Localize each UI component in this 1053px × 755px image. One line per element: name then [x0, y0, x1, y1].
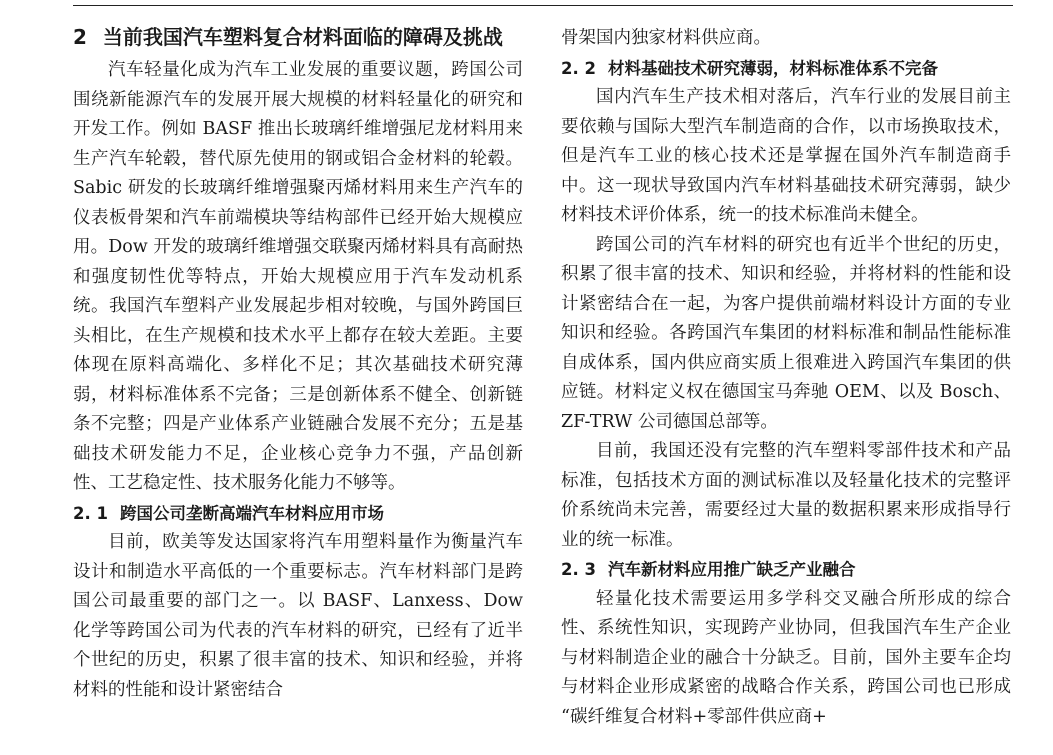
top-rule	[73, 5, 1013, 6]
section-number: 2	[73, 25, 87, 49]
paragraph: 国内汽车生产技术相对落后，汽车行业的发展目前主要依赖与国际大型汽车制造商的合作，以市场换取技术，但是汽车工业的核心技术还是掌握在国外汽车制造商手中。这一现状导致国内汽车材料基础技术研究薄弱，缺少材料技术评价体系，统一的技术标准尚未健全。	[561, 87, 1011, 225]
section-heading	[73, 22, 523, 53]
subsection-number: 2. 2	[561, 58, 596, 78]
paragraph: 轻量化技术需要运用多学科交叉融合所形成的综合性、系统性知识，实现跨产业协同，但我国汽车生产企业与材料制造企业的融合十分缺乏。目前，国外主要车企均与材料企业形成紧密的战略合作关系，跨国公司也已形成 “碳纤维复合材料+零部件供应商+	[561, 588, 1011, 727]
subsection-title: 跨国公司垄断高端汽车材料应用市场	[119, 503, 384, 523]
paragraph: 跨国公司的汽车材料的研究也有近半个世纪的历史，积累了很丰富的技术、知识和经验，并将材料的性能和设计紧密结合在一起，为客户提供前端材料设计方面的专业知识和经验。各跨国汽车集团的材料标准和制品性能标准自成体系，国内供应商实质上很难进入跨国汽车集团的供应链。材料定义权在德国宝马奔驰 OEM、以及 Bosch、ZF-TRW 公司德国总部等。	[561, 234, 1011, 432]
subsection-number: 2. 3	[561, 560, 596, 579]
paragraph: 目前，我国还没有完整的汽车塑料零部件技术和产品标准，包括技术方面的测试标准以及轻量化技术的完整评价系统尚未完善，需要经过大量的数据积累来形成指导行业的统一标准。	[561, 441, 1011, 550]
subsection-title: 材料基础技术研究薄弱，材料标准体系不完备	[607, 58, 938, 78]
paragraph-continuation: 骨架国内独家材料供应商。	[561, 28, 771, 48]
subsection-title: 汽车新材料应用推广缺乏产业融合	[607, 560, 856, 579]
subsection-heading	[561, 54, 1011, 84]
right-column	[561, 24, 1011, 732]
subsection-number: 2. 1	[73, 503, 108, 523]
paragraph: 目前，欧美等发达国家将汽车用塑料量作为衡量汽车设计和制造水平高低的一个重要标志。汽车材料部门是跨国公司最重要的部门之一。以 BASF、Lanxess、Dow 化学等跨国公司为代表的汽车材料的研究，已经有了近半个世纪的历史，积累了很丰富的技术、知识和经验，并将材料的性能和设计紧密结合	[73, 532, 523, 700]
subsection-heading	[561, 555, 1011, 585]
subsection-heading	[73, 499, 523, 529]
paragraph: 汽车轻量化成为汽车工业发展的重要议题，跨国公司围绕新能源汽车的发展开展大规模的材料轻量化的研究和开发工作。例如 BASF 推出长玻璃纤维增强尼龙材料用来生产汽车轮毂，替代原先使用的钢或铝合金材料的轮毂。Sabic 研发的长玻璃纤维增强聚丙烯材料用来生产汽车的仪表板骨架和汽车前端模块等结构部件已经开始大规模应用。Dow 开发的玻璃纤维增强交联聚丙烯材料具有高耐热和强度韧性优等特点，开始大规模应用于汽车发动机系统。我国汽车塑料产业发展起步相对较晚，与国外跨国巨头相比，在生产规模和技术水平上都存在较大差距。主要体现在原料高端化、多样化不足；其次基础技术研究薄弱，材料标准体系不完备；三是创新体系不健全、创新链条不完整；四是产业体系产业链融合发展不充分；五是基础技术研发能力不足，企业核心竞争力不强，产品创新性、工艺稳定性、技术服务化能力不够等。	[73, 60, 523, 493]
section-title: 当前我国汽车塑料复合材料面临的障碍及挑战	[102, 25, 503, 49]
left-column	[73, 22, 523, 705]
